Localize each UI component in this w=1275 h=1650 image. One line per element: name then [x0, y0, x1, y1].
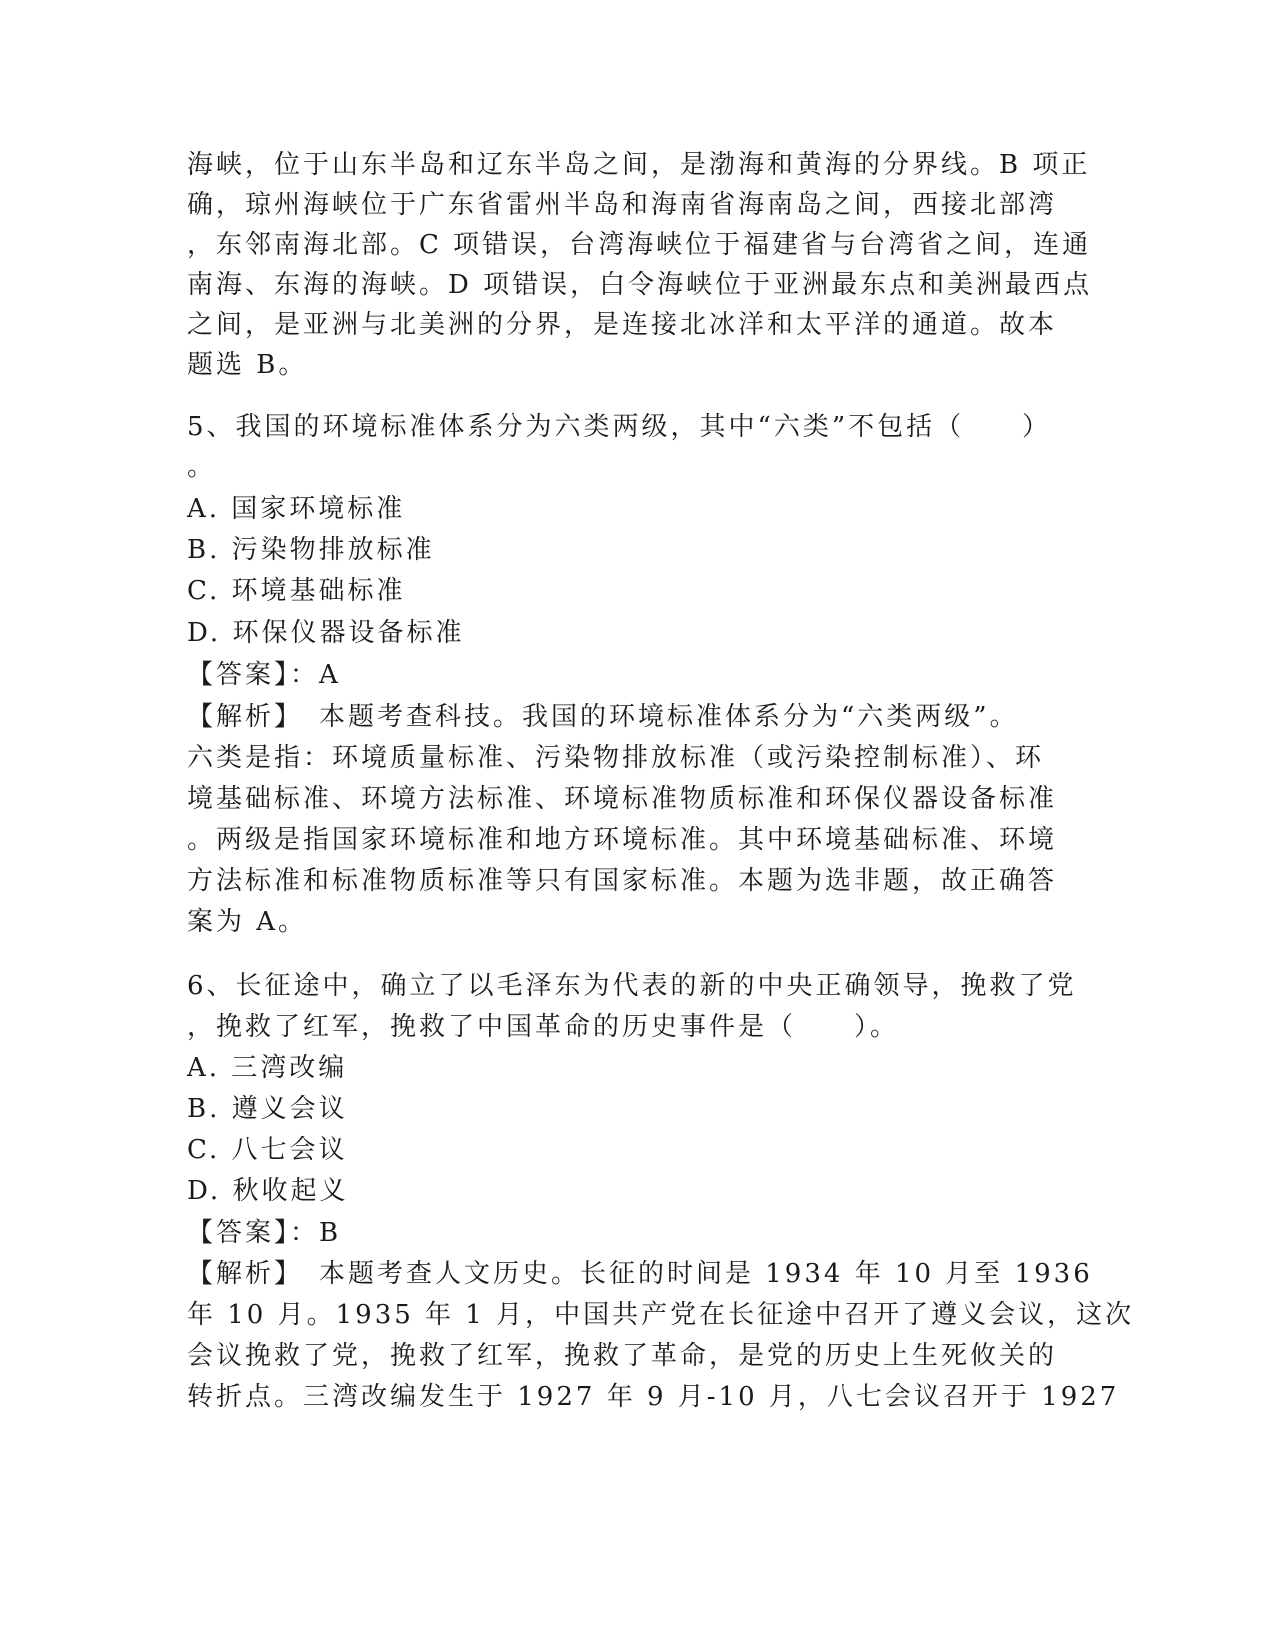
text-line: 南海、东海的海峡。D 项错误，白令海峡位于亚洲最东点和美洲最西点	[187, 270, 1093, 300]
option-a: A. 三湾改编	[187, 1053, 348, 1083]
explanation-line: 年 10 月。1935 年 1 月，中国共产党在长征途中召开了遵义会议，这次	[187, 1300, 1135, 1330]
option-d: D. 秋收起义	[187, 1176, 349, 1206]
option-c: C. 八七会议	[187, 1135, 348, 1165]
text-line: ，东邻南海北部。C 项错误，台湾海峡位于福建省与台湾省之间，连通	[187, 230, 1092, 260]
option-c: C. 环境基础标准	[187, 576, 406, 606]
answer-line: 【答案】：B	[187, 1218, 342, 1248]
question-stem: 。	[187, 452, 217, 482]
explanation-line: 境基础标准、环境方法标准、环境标准物质标准和环保仪器设备标准	[187, 784, 1058, 814]
question-stem: ，挽救了红军，挽救了中国革命的历史事件是（ ）。	[187, 1012, 900, 1042]
text-line: 之间，是亚洲与北美洲的分界，是连接北冰洋和太平洋的通道。故本	[187, 310, 1058, 340]
question-stem: 5、我国的环境标准体系分为六类两级，其中“六类”不包括（ ）	[187, 412, 1052, 442]
explanation-line: 【解析】 本题考查科技。我国的环境标准体系分为“六类两级”。	[187, 702, 1019, 732]
explanation-line: 案为 A。	[187, 907, 308, 937]
explanation-line: 方法标准和标准物质标准等只有国家标准。本题为选非题，故正确答	[187, 866, 1058, 896]
option-a: A. 国家环境标准	[187, 494, 406, 524]
question-stem: 6、长征途中，确立了以毛泽东为代表的新的中央正确领导，挽救了党	[187, 971, 1077, 1001]
text-line: 确，琼州海峡位于广东省雷州半岛和海南省海南岛之间，西接北部湾	[187, 190, 1058, 220]
option-b: B. 污染物排放标准	[187, 535, 435, 565]
explanation-line: 会议挽救了党，挽救了红军，挽救了革命，是党的历史上生死攸关的	[187, 1341, 1058, 1371]
explanation-line: 六类是指：环境质量标准、污染物排放标准（或污染控制标准）、环	[187, 743, 1045, 773]
explanation-line: 。两级是指国家环境标准和地方环境标准。其中环境基础标准、环境	[187, 825, 1058, 855]
option-d: D. 环保仪器设备标准	[187, 618, 465, 648]
explanation-line: 【解析】 本题考查人文历史。长征的时间是 1934 年 10 月至 1936	[187, 1259, 1093, 1289]
text-line: 题选 B。	[187, 350, 308, 380]
answer-line: 【答案】：A	[187, 660, 341, 690]
text-line: 海峡，位于山东半岛和辽东半岛之间，是渤海和黄海的分界线。B 项正	[187, 150, 1091, 180]
option-b: B. 遵义会议	[187, 1094, 348, 1124]
explanation-line: 转折点。三湾改编发生于 1927 年 9 月-10 月，八七会议召开于 1927	[187, 1382, 1120, 1412]
